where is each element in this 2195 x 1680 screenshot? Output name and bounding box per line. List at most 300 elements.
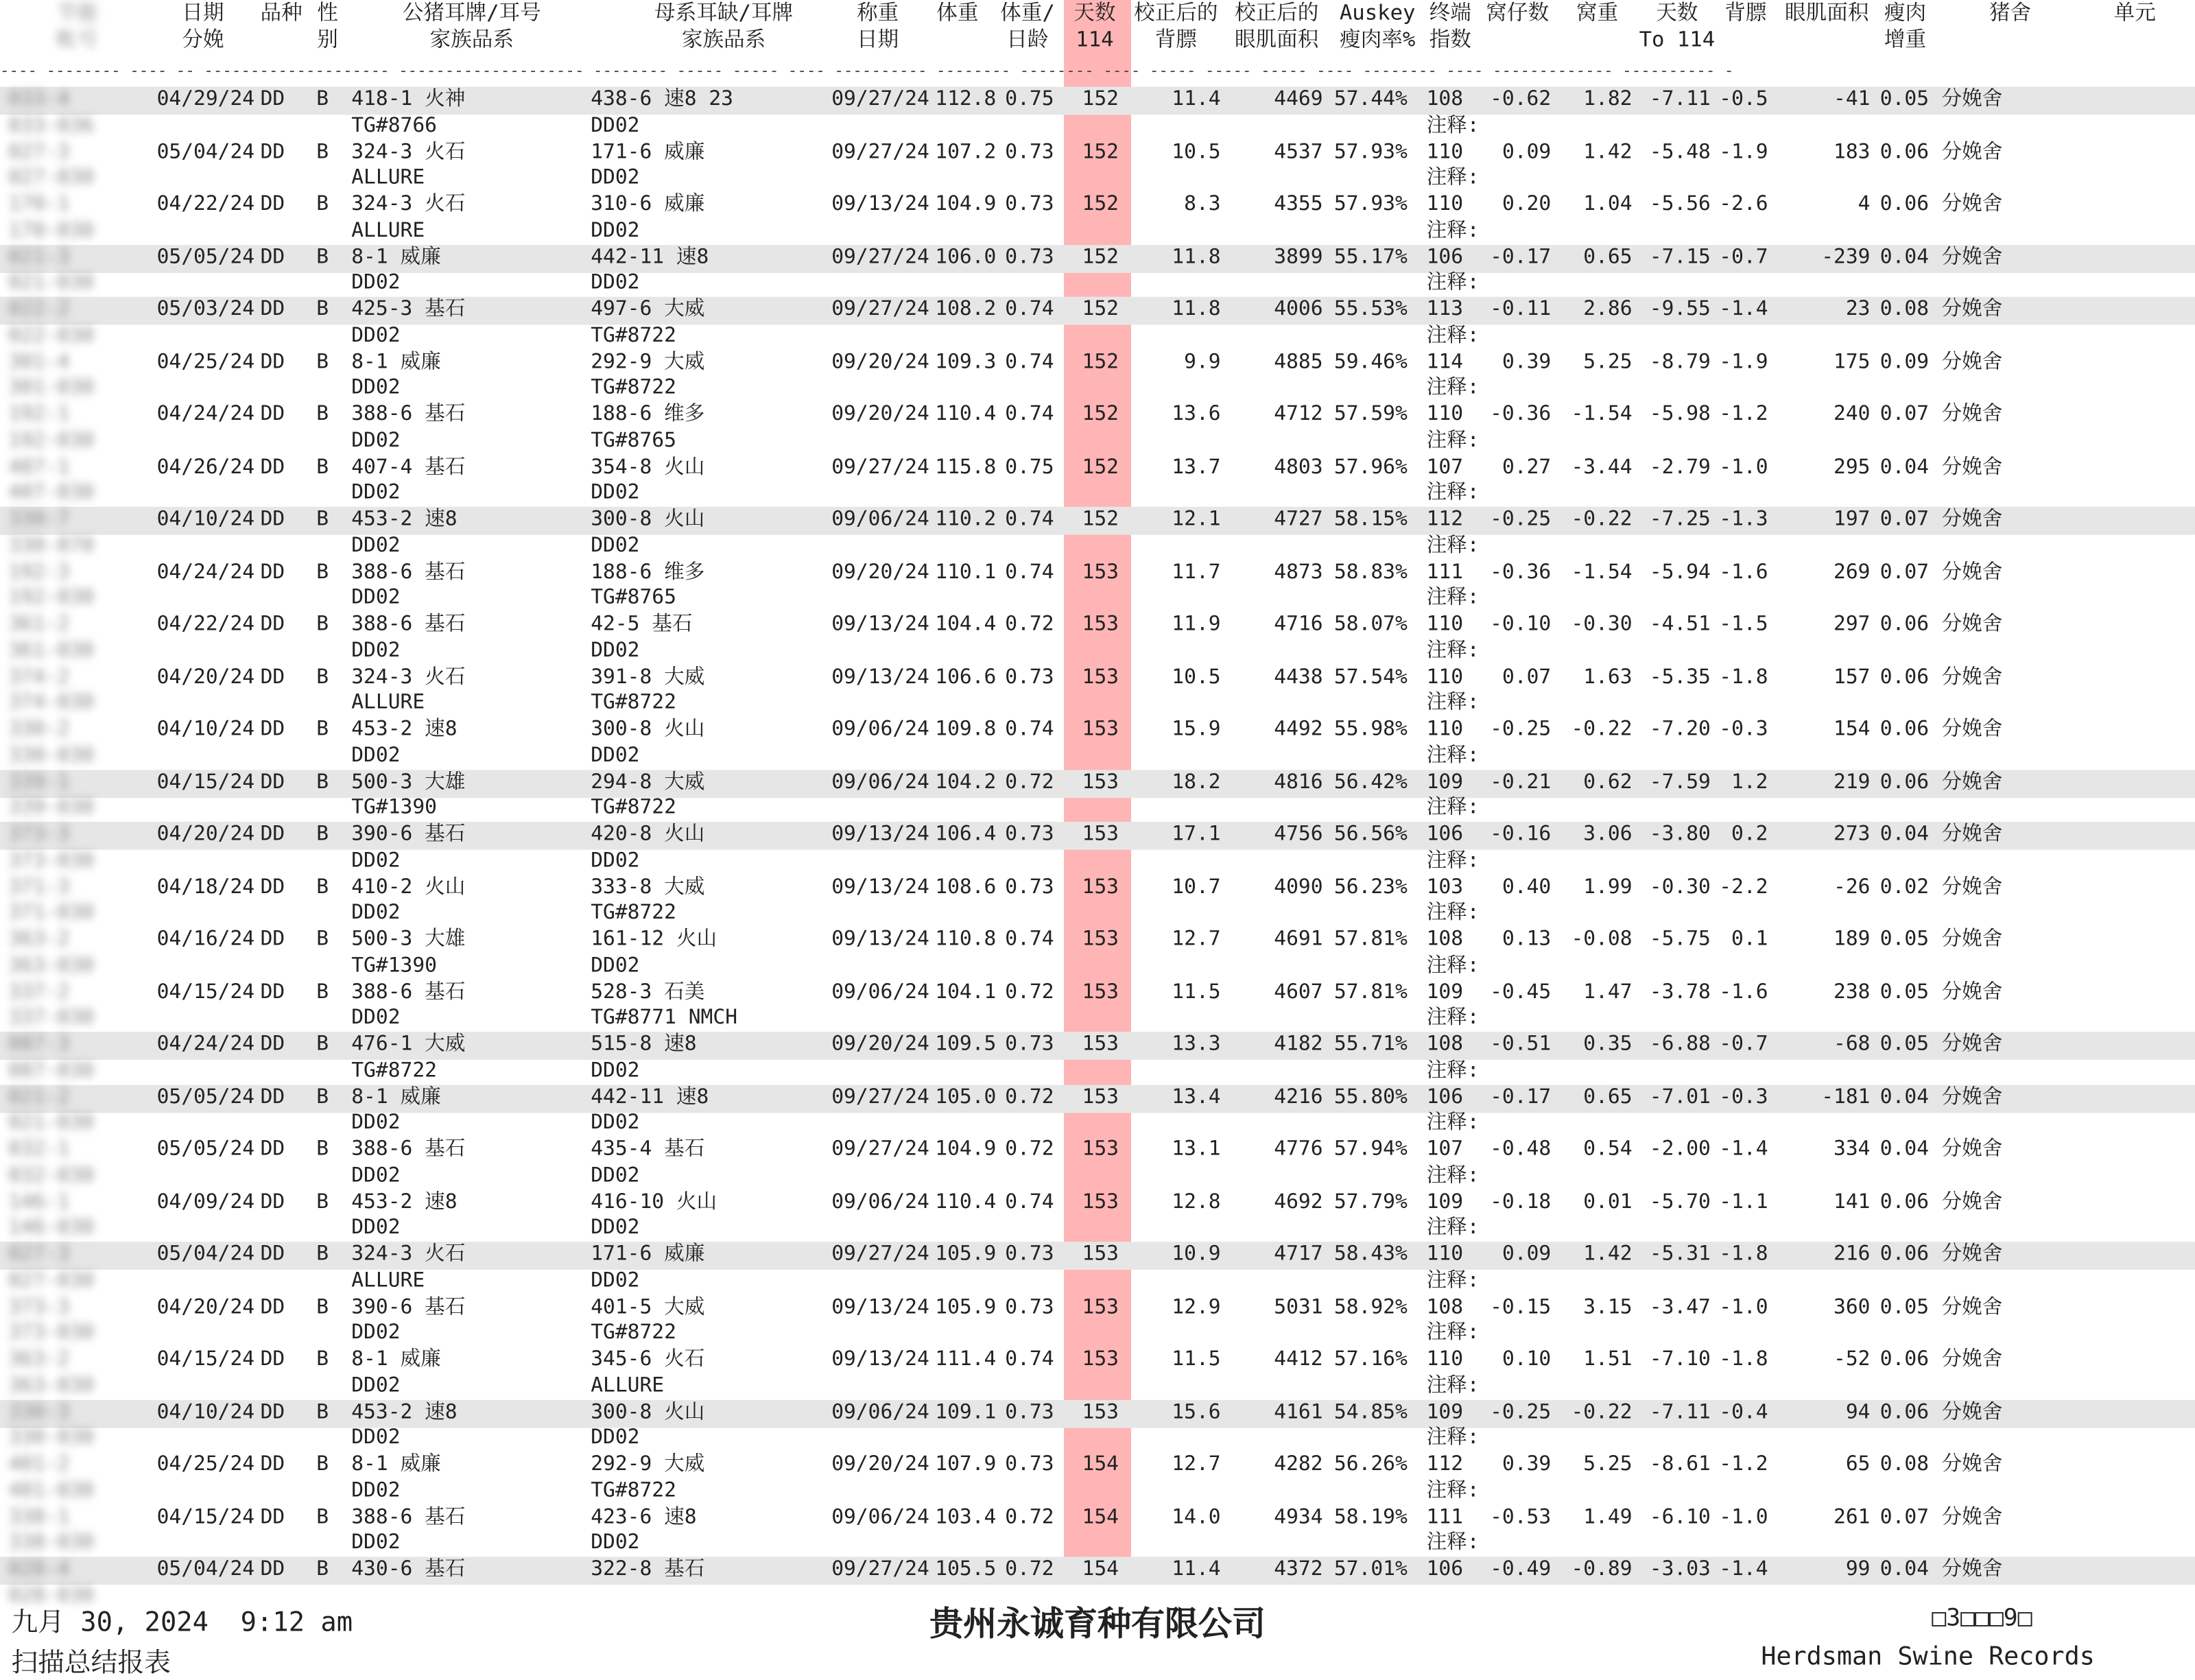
breed: DD [260,560,285,583]
loin-eye-area: 4776 [1274,1138,1323,1161]
litter-weight: 1.82 [1583,88,1633,111]
farrow-date: 04/20/24 [156,665,255,689]
note-label: 注释: [1426,1531,1480,1554]
dam: 171-6 威廉 [591,1243,705,1266]
days-to-114: 153 [1082,1138,1119,1161]
lean-gain: 0.07 [1879,1505,1930,1528]
backfat-ebv: -2.2 [1719,875,1768,899]
lea-ebv: -181 [1821,1085,1871,1109]
sire-line: ALLURE [351,166,425,189]
backfat: 14.0 [1172,1505,1221,1528]
lea-ebv: -239 [1821,246,1871,268]
lea-ebv: 99 [1845,1558,1871,1581]
lea-ebv: 4 [1858,193,1871,216]
lean-percent: 57.44% [1333,88,1408,111]
lean-percent: 56.23% [1333,875,1408,899]
animal-id: 337-2 [8,980,70,1004]
dam-line: DD02 [591,1216,640,1240]
litter-weight: -1.54 [1571,560,1633,583]
days-adjust: -7.25 [1649,508,1711,531]
lea-ebv: 295 [1834,456,1871,478]
note-label: 注释: [1426,691,1480,714]
days-adjust: -5.70 [1649,1190,1711,1214]
terminal-index: 112 [1426,1453,1464,1476]
farrow-date: 04/10/24 [156,508,255,531]
header-line-1: Auskey [1339,0,1416,25]
header-rule: ---- -------- ---- -- -------------------- -------------------- -------- ----- ----- ---- ---------- -------- -------- ---- ----- ----- ----- ---- -------- ---- ------------- ---------- - [0,61,1734,80]
animal-id: 192-3 [8,560,70,583]
table-row [0,1137,2195,1190]
backfat-ebv: -1.9 [1719,351,1768,373]
litter-size: -0.51 [1490,1033,1552,1056]
adg: 0.73 [1005,1400,1054,1423]
days-to-114: 152 [1082,403,1119,426]
lea-ebv: 94 [1845,1400,1871,1423]
sire-line: DD02 [351,324,401,347]
dam-line: DD02 [591,271,640,294]
barn: 分娩舍 [1941,1453,2003,1476]
days-to-114: 153 [1082,1085,1119,1109]
weight: 110.1 [935,560,997,583]
weigh-date: 09/13/24 [831,1348,929,1371]
header-line-2: 瘦肉率% [1340,26,1416,52]
dam-line: DD02 [591,1111,640,1135]
animal-id: 373-3 [8,1295,70,1318]
days-to-114: 153 [1082,1190,1119,1214]
weigh-date: 09/27/24 [831,1138,929,1161]
breed: DD [260,193,285,216]
lea-ebv: 297 [1834,613,1871,636]
company-name: 贵州永诚育种有限公司 [929,1602,1266,1644]
litter-weight: 1.47 [1583,980,1633,1004]
backfat-ebv: -1.4 [1719,1138,1768,1161]
table-row [0,1452,2195,1504]
header-line-1: 称重 [856,0,899,25]
loin-eye-area: 4469 [1274,88,1323,111]
table-row [0,1399,2195,1452]
backfat-ebv: -1.9 [1719,141,1768,163]
barn: 分娩舍 [1941,1243,2003,1266]
sire-line: DD02 [351,1321,401,1345]
breed: DD [260,980,285,1004]
loin-eye-area: 4216 [1274,1085,1323,1109]
dam: 161-12 火山 [591,928,717,951]
weight: 110.4 [935,1190,997,1214]
backfat: 13.7 [1172,456,1221,478]
breed: DD [260,403,285,426]
litter-size: -0.48 [1490,1138,1552,1161]
lean-gain: 0.04 [1879,823,1930,846]
barn: 分娩舍 [1941,875,2003,899]
header-line-2: 家族品系 [429,26,514,52]
dam-line: DD02 [591,166,640,189]
backfat: 12.1 [1172,508,1221,531]
days-to-114: 152 [1082,298,1119,321]
days-to-114: 153 [1082,718,1119,741]
weight: 106.0 [935,246,997,268]
sex: B [316,1190,329,1214]
weigh-date: 09/27/24 [831,1243,929,1266]
weight: 106.4 [935,823,997,846]
farrow-date: 04/22/24 [156,613,255,636]
sire: 8-1 威廉 [351,1453,441,1476]
days-to-114: 153 [1082,1033,1119,1056]
farrow-date: 04/09/24 [156,1190,255,1214]
sire-line: DD02 [351,1374,401,1397]
lean-gain: 0.06 [1879,193,1930,216]
header-line-1: 日期 [182,0,224,25]
dam: 354-8 火山 [591,456,705,478]
terminal-index: 114 [1426,351,1464,373]
loin-eye-area: 4717 [1274,1243,1323,1266]
backfat-ebv: -0.3 [1719,1085,1768,1109]
lean-gain: 0.07 [1879,508,1930,531]
loin-eye-area: 3899 [1274,246,1323,268]
loin-eye-area: 4934 [1274,1505,1323,1528]
litter-weight: 0.62 [1583,770,1633,794]
litter-size: -0.45 [1490,980,1552,1004]
sex: B [316,770,329,794]
lea-ebv: 141 [1834,1190,1871,1214]
animal-id: 033-4 [8,88,70,111]
lean-gain: 0.04 [1879,1085,1930,1109]
lean-gain: 0.05 [1879,1295,1930,1318]
breed: DD [260,298,285,321]
lea-ebv: 360 [1834,1295,1871,1318]
barn: 分娩舍 [1941,1295,2003,1318]
table-row [0,927,2195,980]
dam: 294-8 大威 [591,770,705,794]
sire: 390-6 基石 [351,1295,466,1318]
litter-weight: -0.22 [1571,1400,1633,1423]
animal-tag: 339-030 [8,796,94,819]
weigh-date: 09/06/24 [831,1400,929,1423]
dam-line: DD02 [591,1531,640,1554]
loin-eye-area: 4161 [1274,1400,1323,1423]
weight: 105.9 [935,1295,997,1318]
animal-tag: 021-030 [8,1111,94,1135]
backfat: 12.8 [1172,1190,1221,1214]
days-adjust: -4.51 [1649,613,1711,636]
animal-tag: 338-030 [8,1531,94,1554]
sire: 388-6 基石 [351,1138,466,1161]
breed: DD [260,613,285,636]
animal-id: 021-3 [8,246,70,268]
farrow-date: 04/29/24 [156,88,255,111]
weigh-date: 09/20/24 [831,403,929,426]
days-adjust: -7.11 [1649,88,1711,111]
loin-eye-area: 4692 [1274,1190,1323,1214]
animal-tag: 361-030 [8,639,94,662]
header-line-2: 分娩 [182,26,224,52]
weight: 110.2 [935,508,997,531]
dam: 442-11 速8 [591,246,709,268]
weigh-date: 09/13/24 [831,193,929,216]
header-line-2: 背膘 [1724,0,1767,25]
lean-percent: 57.81% [1333,980,1408,1004]
backfat-ebv: -1.6 [1719,980,1768,1004]
terminal-index: 108 [1426,1033,1464,1056]
terminal-index: 110 [1426,665,1464,689]
dam-line: DD02 [591,534,640,557]
table-row [0,1085,2195,1137]
animal-tag: 363-030 [8,1374,94,1397]
barn: 分娩舍 [1941,1505,2003,1528]
lean-percent: 58.15% [1333,508,1408,531]
weight: 105.9 [935,1243,997,1266]
lean-percent: 57.54% [1333,665,1408,689]
animal-tag: 373-030 [8,849,94,872]
sex: B [316,1085,329,1109]
sire-line: DD02 [351,1426,401,1450]
barn: 分娩舍 [1941,1085,2003,1109]
dam: 345-6 火石 [591,1348,705,1371]
table-row [0,664,2195,717]
adg: 0.73 [1005,1033,1054,1056]
dam: 300-8 火山 [591,1400,705,1423]
litter-size: 0.09 [1502,141,1552,163]
adg: 0.72 [1005,770,1054,794]
table-row [0,349,2195,402]
sire: 425-3 基石 [351,298,466,321]
note-label: 注释: [1426,166,1480,189]
weight: 110.4 [935,403,997,426]
dam: 515-8 速8 [591,1033,697,1056]
sire-line: DD02 [351,376,401,399]
dam: 188-6 维多 [591,403,705,426]
litter-weight: 0.01 [1583,1190,1633,1214]
lean-gain: 0.06 [1879,141,1930,163]
breed: DD [260,1190,285,1214]
animal-tag: 401-030 [8,1479,94,1502]
lean-percent: 57.93% [1333,141,1408,163]
animal-id: 363-2 [8,928,70,951]
note-label: 注释: [1426,1321,1480,1345]
weigh-date: 09/06/24 [831,508,929,531]
header-line-2: 日龄 [1006,26,1049,52]
backfat: 10.9 [1172,1243,1221,1266]
lea-ebv: 154 [1834,718,1871,741]
sire-line: TG#1390 [351,796,437,819]
terminal-index: 111 [1426,1505,1464,1528]
breed: DD [260,1505,285,1528]
backfat: 11.8 [1172,298,1221,321]
farrow-date: 04/15/24 [156,1348,255,1371]
weigh-date: 09/13/24 [831,665,929,689]
loin-eye-area: 4727 [1274,508,1323,531]
table-row [0,1190,2195,1242]
farrow-date: 05/04/24 [156,1558,255,1581]
terminal-index: 106 [1426,823,1464,846]
animal-id: 032-1 [8,1138,70,1161]
backfat-ebv: -1.3 [1719,508,1768,531]
animal-id: 330-3 [8,1400,70,1423]
dam-line: DD02 [591,219,640,242]
lea-ebv: 238 [1834,980,1871,1004]
note-label: 注释: [1426,901,1480,924]
litter-weight: -0.22 [1571,508,1633,531]
header-line-2: 眼肌面积 [1234,26,1319,52]
days-adjust: -5.35 [1649,665,1711,689]
barn: 分娩舍 [1941,246,2003,268]
lean-gain: 0.06 [1879,1243,1930,1266]
litter-size: -0.18 [1490,1190,1552,1214]
days-to-114: 153 [1082,770,1119,794]
litter-weight: -0.08 [1571,928,1633,951]
backfat: 10.5 [1172,665,1221,689]
dam-line: TG#8722 [591,324,676,347]
lean-percent: 57.96% [1333,456,1408,478]
header-line-1: 性 [317,0,338,25]
animal-tag: 033-036 [8,114,94,137]
dam: 442-11 速8 [591,1085,709,1109]
weight: 106.6 [935,665,997,689]
animal-tag: 146-030 [8,1216,94,1240]
terminal-index: 111 [1426,560,1464,583]
terminal-index: 107 [1426,456,1464,478]
adg: 0.73 [1005,1453,1054,1476]
weigh-date: 09/20/24 [831,560,929,583]
backfat: 11.9 [1172,613,1221,636]
dam-line: TG#8771 NMCH [591,1006,738,1029]
sire: 8-1 威廉 [351,246,441,268]
lea-ebv: 334 [1834,1138,1871,1161]
days-to-114: 153 [1082,1400,1119,1423]
weigh-date: 09/06/24 [831,718,929,741]
backfat-ebv: -1.2 [1719,403,1768,426]
animal-tag: 371-030 [8,901,94,924]
header-line-2: 窝仔数 [1486,0,1550,25]
loin-eye-area: 4355 [1274,193,1323,216]
note-label: 注释: [1426,849,1480,872]
sire: 388-6 基石 [351,980,466,1004]
lea-ebv: 183 [1834,141,1871,163]
animal-tag: 170-030 [8,219,94,242]
litter-weight: 1.42 [1583,141,1633,163]
animal-tag: 301-030 [8,376,94,399]
header-line-1: 校正后的 [1134,0,1218,25]
lean-percent: 57.59% [1333,403,1408,426]
sire: 388-6 基石 [351,560,466,583]
days-adjust: -6.88 [1649,1033,1711,1056]
dam-line: TG#8722 [591,376,676,399]
litter-weight: 1.42 [1583,1243,1633,1266]
backfat-ebv: -1.2 [1719,1453,1768,1476]
header-line-1: 体重/ [1000,0,1055,25]
lea-ebv: 240 [1834,403,1871,426]
days-adjust: -7.20 [1649,718,1711,741]
farrow-date: 04/25/24 [156,351,255,373]
header-c3 [244,0,412,54]
sire-line: DD02 [351,429,401,452]
weigh-date: 09/27/24 [831,246,929,268]
lean-gain: 0.06 [1879,665,1930,689]
farrow-date: 04/25/24 [156,1453,255,1476]
dam: 420-8 火山 [591,823,705,846]
animal-tag: 192-030 [8,429,94,452]
litter-size: 0.40 [1502,875,1552,899]
terminal-index: 109 [1426,1190,1464,1214]
terminal-index: 106 [1426,246,1464,268]
breed: DD [260,718,285,741]
backfat-ebv: -0.5 [1719,88,1768,111]
breed: DD [260,1558,285,1581]
barn: 分娩舍 [1941,403,2003,426]
days-adjust: -5.56 [1649,193,1711,216]
days-adjust: -5.31 [1649,1243,1711,1266]
table-row [0,139,2195,192]
terminal-index: 110 [1426,718,1464,741]
barn: 分娩舍 [1941,718,2003,741]
lean-gain: 0.08 [1879,1453,1930,1476]
loin-eye-area: 4182 [1274,1033,1323,1056]
table-row [0,874,2195,927]
dam-line: DD02 [591,744,640,767]
animal-id: 361-2 [8,613,70,636]
lean-percent: 56.26% [1333,1453,1408,1476]
loin-eye-area: 4803 [1274,456,1323,478]
dam: 391-8 大威 [591,665,705,689]
backfat-ebv: -1.0 [1719,1505,1768,1528]
dam: 438-6 速8 23 [591,88,733,111]
dam: 292-9 大威 [591,1453,705,1476]
backfat: 11.4 [1172,88,1221,111]
backfat-ebv: -1.8 [1719,665,1768,689]
sex: B [316,1348,329,1371]
terminal-index: 110 [1426,1243,1464,1266]
terminal-index: 110 [1426,403,1464,426]
breed: DD [260,246,285,268]
barn: 分娩舍 [1941,88,2003,111]
weight: 109.3 [935,351,997,373]
farrow-date: 04/26/24 [156,456,255,478]
lean-gain: 0.09 [1879,351,1930,373]
lean-gain: 0.04 [1879,246,1930,268]
sire: 324-3 火石 [351,193,466,216]
barn: 分娩舍 [1941,298,2003,321]
weight: 104.9 [935,1138,997,1161]
farrow-date: 04/20/24 [156,1295,255,1318]
days-adjust: -7.10 [1649,1348,1711,1371]
table-row [0,822,2195,875]
sire-line: TG#1390 [351,954,437,977]
header-c4 [388,0,556,54]
animal-tag: 373-030 [8,1321,94,1345]
litter-size: 0.07 [1502,665,1552,689]
weight: 109.1 [935,1400,997,1423]
backfat-ebv: -0.7 [1719,246,1768,268]
sire: 324-3 火石 [351,665,466,689]
header-line-1: 天数 [1073,0,1116,25]
days-adjust: -8.61 [1649,1453,1711,1476]
lean-percent: 56.42% [1333,770,1408,794]
note-label: 注释: [1426,1268,1480,1292]
lea-ebv: 157 [1834,665,1871,689]
note-label: 注释: [1426,324,1480,347]
weigh-date: 09/13/24 [831,928,929,951]
sire: 388-6 基石 [351,403,466,426]
litter-size: -0.11 [1490,298,1552,321]
adg: 0.73 [1005,141,1054,163]
days-adjust: -5.94 [1649,560,1711,583]
animal-id: 330-7 [8,508,70,531]
backfat-ebv: -1.4 [1719,298,1768,321]
sire: 453-2 速8 [351,1400,458,1423]
weight: 105.5 [935,1558,997,1581]
loin-eye-area: 4090 [1274,875,1323,899]
backfat-ebv: -1.0 [1719,1295,1768,1318]
breed: DD [260,1348,285,1371]
